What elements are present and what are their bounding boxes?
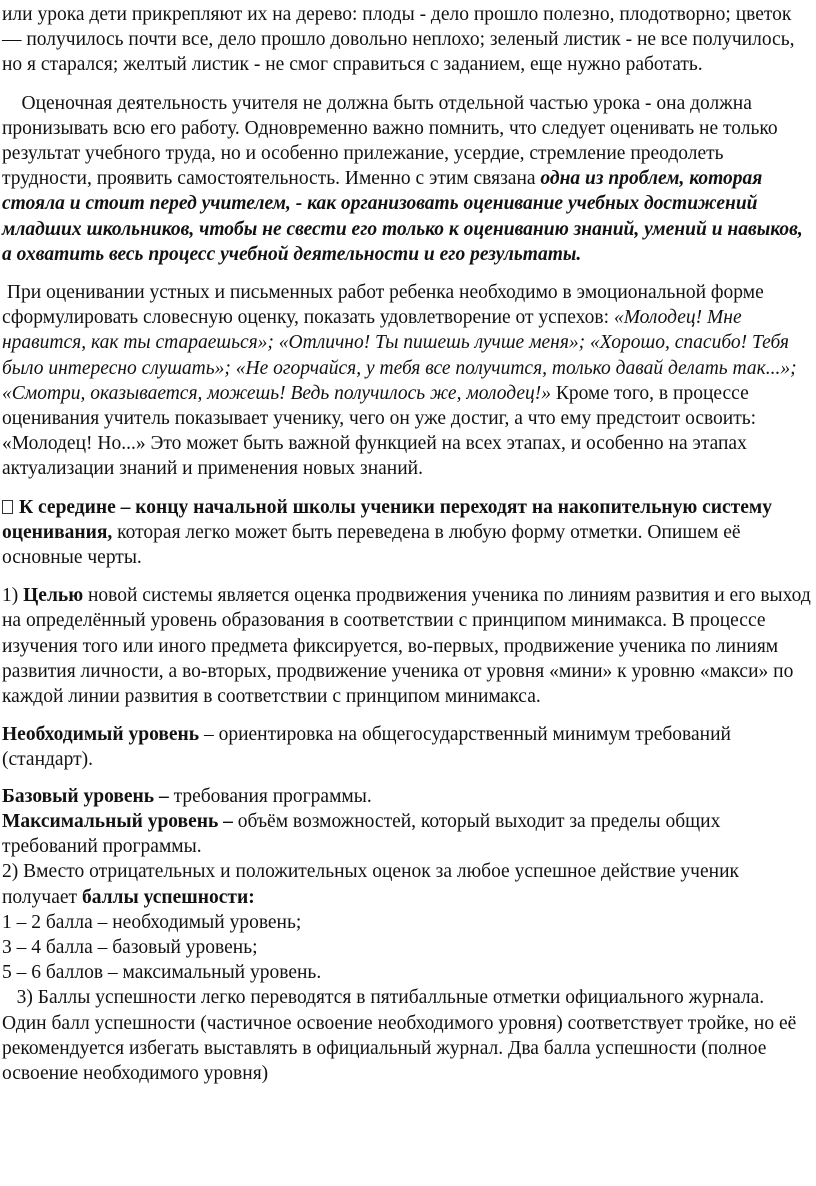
paragraph-max-level xyxy=(2,809,812,859)
paragraph-text: или урока дети прикрепляют их на дерево: плоды - дело прошло полезно, плодотворно; цветок — получилось почти все, дело прошло довольно неплохо; зеленый листик - не все получилось, но я старался; желтый листик - не смог справиться с заданием, еще нужно работать. xyxy=(2,4,795,76)
bold-term: Необходимый уровень xyxy=(2,724,200,746)
paragraph-text: Оценочная деятельность учителя не должна быть отдельной частью урока - она должна пронизывать всю его работу. Одновременно важно помнить, что следует оценивать не только результат учебного труда, но и особенно прилежание, усердие, стремление преодолеть трудности, проявить самостоятельность. Именно с этим связана xyxy=(2,92,778,190)
paragraph-text: новой системы является оценка продвижения ученика по линиям развития и его выход на определённый уровень образования в соответствии с принципом минимакса. В процессе изучения того или иного предмета фиксируется, во-первых, продвижение ученика по линиям развития личности, а во-вторых, продвижение ученика от уровня «мини» к уровню «макси» по каждой линии развития в соответствии с принципом минимакса. xyxy=(2,585,811,708)
paragraph-cumulative-system xyxy=(2,495,812,571)
bold-term: Базовый уровень – xyxy=(2,785,169,807)
paragraph-text: требования программы. xyxy=(168,785,372,807)
paragraph-text: – ориентировка на общегосударственный минимум требований (стандарт). xyxy=(2,724,731,771)
paragraph-text-after: Кроме того, в процессе оценивания учитель показывает ученику, чего он уже достиг, а что ему предстоит освоить: «Молодец! Но...» Это может быть важной функцией на всех этапах, и особенно на этапах актуализации знаний и применения новых знаний. xyxy=(2,382,757,480)
paragraph-conversion xyxy=(2,985,812,1086)
paragraph-base-level xyxy=(2,784,812,809)
paragraph-evaluation-activity xyxy=(2,91,812,267)
bold-term: Целью xyxy=(23,585,84,607)
paragraph-text: объём возможностей, который выходит за пределы общих требований программы. xyxy=(2,810,721,858)
paragraph-verbal-assessment xyxy=(2,280,812,482)
paragraph-success-points xyxy=(2,859,812,909)
bold-term: баллы успешности: xyxy=(81,886,255,908)
bullet-box-icon xyxy=(2,500,13,514)
paragraph-leaf-evaluation xyxy=(2,2,812,78)
list-item-level: 1 – 2 балла – необходимый уровень; xyxy=(2,911,302,933)
paragraph-text: которая легко может быть переведена в любую форму отметки. Опишем её основные черты. xyxy=(2,521,741,569)
paragraph-required-level xyxy=(2,722,812,772)
list-item-level: 5 – 6 баллов – максимальный уровень. xyxy=(2,962,322,984)
list-number: 1) xyxy=(2,585,24,607)
paragraph-goal xyxy=(2,583,812,709)
quotes-text: «Молодец! Мне нравится, как ты стараешься»; «Отлично! Ты пишешь лучше меня»; «Хорошо, спасибо! Тебя было интересно слушать»; «Не огорчайся, у тебя все получится, только давай делать так...»; «Смотри, оказывается, можешь! Ведь получилось же, молодец!» xyxy=(2,307,797,404)
list-item-level: 3 – 4 балла – базовый уровень; xyxy=(2,936,258,958)
paragraph-text: При оценивании устных и письменных работ ребенка необходимо в эмоциональной форме сформулировать словесную оценку, показать удовлетворение от успехов: xyxy=(2,282,764,329)
paragraph-text: 2) Вместо отрицательных и положительных оценок за любое успешное действие ученик получает xyxy=(2,861,739,908)
bold-heading: К середине – концу начальной школы ученики переходят на накопительную систему оценивания, xyxy=(2,496,772,543)
bold-term: Максимальный уровень – xyxy=(2,810,233,832)
paragraph-text: 3) Баллы успешности легко переводятся в пятибалльные отметки официального журнала. Один балл успешности (частичное освоение необходимого уровня) соответствует тройке, но её рекомендуется избегать выставлять в официальный журнал. Два балла успешности (полное освоение необходимого уровня) xyxy=(2,987,797,1084)
emphasis-text: одна из проблем, которая стояла и стоит перед учителем, - как организовать оценивание учебных достижений младших школьников, чтобы не свести его только к оцениванию знаний, умений и навыков, а охватить весь процесс учебной деятельности и его результаты. xyxy=(2,168,803,265)
